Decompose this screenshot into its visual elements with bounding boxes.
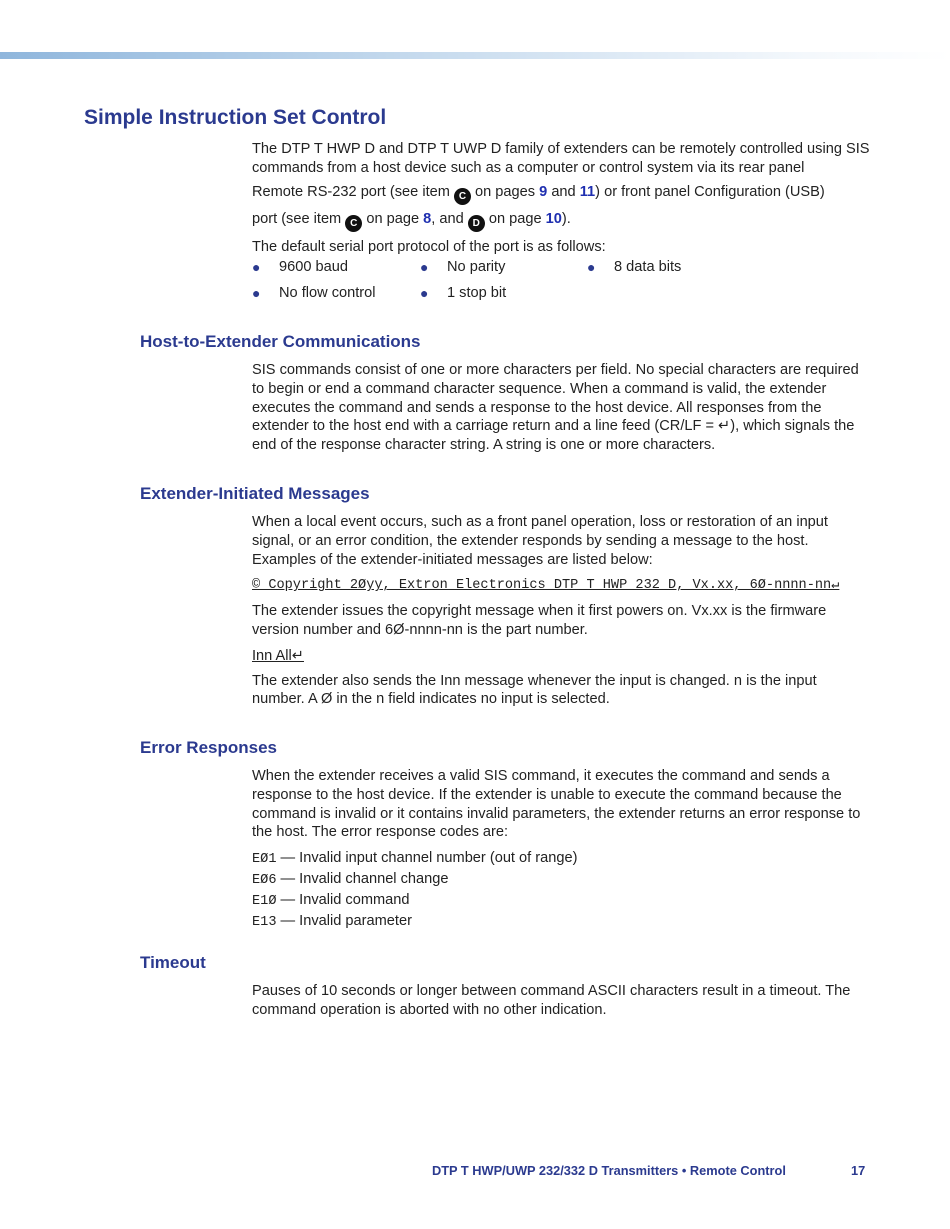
intro-paragraph-4: The default serial port protocol of the port is as follows: [252,238,606,255]
protocol-item: No parity [447,259,506,275]
page-9-link[interactable]: 9 [539,183,548,200]
page-title: Simple Instruction Set Control [84,106,387,129]
intro-paragraph-3: port (see item C on page 8, and D on page 10). [252,210,872,232]
host-paragraph: SIS commands consist of one or more characters per field. No special characters are required to begin or end a command character sequence. When a command is valid, the extender executes the command and sends a response to the host device. All responses from the extender to the host end with a carriage return and a line feed (CR/LF = ↵), which signals the end of the response character string. A string is one or more characters. [252,362,859,454]
intro-paragraph-1: The DTP T HWP D and DTP T UWP D family of extenders can be remotely controlled using SIS commands from a host device such as a computer or control system via its rear panel [252,141,870,176]
protocol-item: 9600 baud [279,259,348,275]
bullet-icon: ● [420,285,429,301]
section-heading-host: Host-to-Extender Communications [140,332,421,351]
error-code-list [252,849,872,932]
protocol-item: 8 data bits [614,259,682,275]
page-number: 17 [851,1163,866,1178]
intro-paragraph-2: Remote RS-232 port (see item C on pages 9 and 11) or front panel Configuration (USB) [252,183,872,205]
header-gradient-bar [0,52,950,59]
error-code-item: E1Ø — Invalid command [252,891,410,909]
bullet-icon: ● [420,259,429,275]
section-heading-errors: Error Responses [140,738,277,757]
item-d-badge: D [468,215,485,232]
messages-section [252,513,872,709]
error-code-item: EØ6 — Invalid channel change [252,870,449,888]
protocol-item: No flow control [279,285,376,301]
copyright-message: © Copyright 2Øyy, Extron Electronics DTP T HWP 232 D, Vx.xx, 6Ø-nnnn-nn↵ [252,578,840,594]
section-heading-messages: Extender-Initiated Messages [140,484,370,503]
bullet-icon: ● [252,259,261,275]
item-c-badge: C [454,188,471,205]
intro-section [252,140,872,256]
page-11-link[interactable]: 11 [579,183,596,200]
errors-section [252,767,872,932]
input-description: The extender also sends the Inn message whenever the input is changed. n is the input number. A Ø in the n field indicates no input is selected. [252,672,817,708]
input-message: Inn All↵ [252,647,304,664]
messages-paragraph: When a local event occurs, such as a front panel operation, loss or restoration of an input signal, or an error condition, the extender responds by sending a message to the host. Examples of the extender-initiated messages are listed below: [252,514,828,568]
bullet-icon: ● [252,285,261,301]
timeout-section [252,982,872,1020]
section-heading-timeout: Timeout [140,953,206,972]
timeout-paragraph: Pauses of 10 seconds or longer between command ASCII characters result in a timeout. The command operation is aborted with no other indication. [252,983,851,1018]
host-section [252,361,872,455]
error-code-item: E13 — Invalid parameter [252,912,412,930]
copyright-description: The extender issues the copyright message when it first powers on. Vx.xx is the firmware version number and 6Ø-nnnn-nn is the part number. [252,603,827,638]
protocol-item: 1 stop bit [447,285,507,301]
error-code-item: EØ1 — Invalid input channel number (out of range) [252,850,578,868]
page-8-link[interactable]: 8 [423,210,432,227]
bullet-icon: ● [587,259,596,275]
item-c-badge-2: C [345,215,362,232]
page-10-link[interactable]: 10 [545,210,562,227]
footer-title: DTP T HWP/UWP 232/332 D Transmitters • Remote Control [432,1163,786,1178]
errors-paragraph: When the extender receives a valid SIS command, it executes the command and sends a response to the host device. If the extender is unable to execute the command because the command is invalid or it contains invalid parameters, the extender returns an error response to the host. The error response codes are: [252,768,861,841]
